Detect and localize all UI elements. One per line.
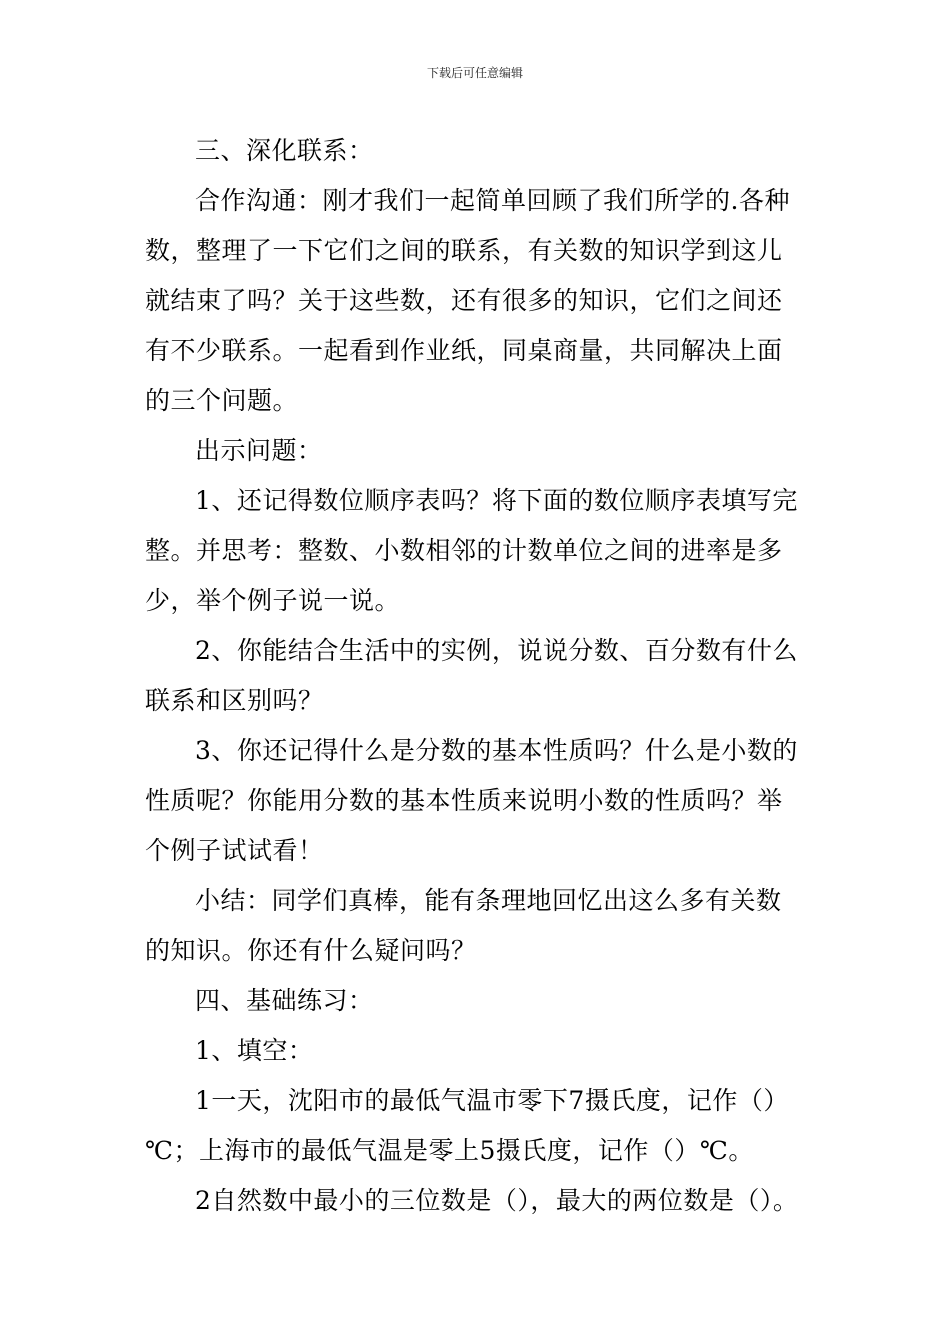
section-heading-deepen: 三、深化联系：	[195, 136, 374, 165]
question-1-line: 1、还记得数位顺序表吗？将下面的数位顺序表填写完	[195, 486, 798, 515]
question-1-line: 整。并思考：整数、小数相邻的计数单位之间的进率是多	[145, 536, 783, 565]
paragraph-line: 有不少联系。一起看到作业纸，同桌商量，共同解决上面	[145, 336, 783, 365]
exercise-line: 1一天，沈阳市的最低气温市零下7摄氏度，记作（）	[195, 1086, 789, 1115]
page-header: 下载后可任意编辑	[426, 66, 523, 80]
question-1-line: 少，举个例子说一说。	[145, 586, 401, 615]
paragraph-line: 就结束了吗？关于这些数，还有很多的知识，它们之间还	[145, 286, 783, 315]
exercise-heading: 1、填空：	[195, 1036, 314, 1065]
question-3-line: 个例子试试看！	[145, 836, 324, 865]
paragraph-line: 出示问题：	[195, 436, 323, 465]
paragraph-line: 合作沟通：刚才我们一起简单回顾了我们所学的.各种	[195, 186, 790, 215]
question-3-line: 性质呢？你能用分数的基本性质来说明小数的性质吗？举	[145, 786, 783, 815]
summary-line: 小结：同学们真棒，能有条理地回忆出这么多有关数	[195, 886, 782, 915]
question-2-line: 2、你能结合生活中的实例，说说分数、百分数有什么	[195, 636, 798, 665]
section-heading-practice: 四、基础练习：	[195, 986, 374, 1015]
question-2-line: 联系和区别吗？	[145, 686, 324, 715]
exercise-line: 2自然数中最小的三位数是（），最大的两位数是（）。	[195, 1186, 799, 1215]
document-body	[145, 126, 825, 1226]
question-3-line: 3、你还记得什么是分数的基本性质吗？什么是小数的	[195, 736, 798, 765]
paragraph-line: 数，整理了一下它们之间的联系，有关数的知识学到这儿	[145, 236, 783, 265]
paragraph-line: 的三个问题。	[145, 386, 299, 415]
exercise-line: ℃；上海市的最低气温是零上5摄氏度，记作（）℃。	[145, 1136, 754, 1165]
summary-line: 的知识。你还有什么疑问吗？	[145, 936, 477, 965]
